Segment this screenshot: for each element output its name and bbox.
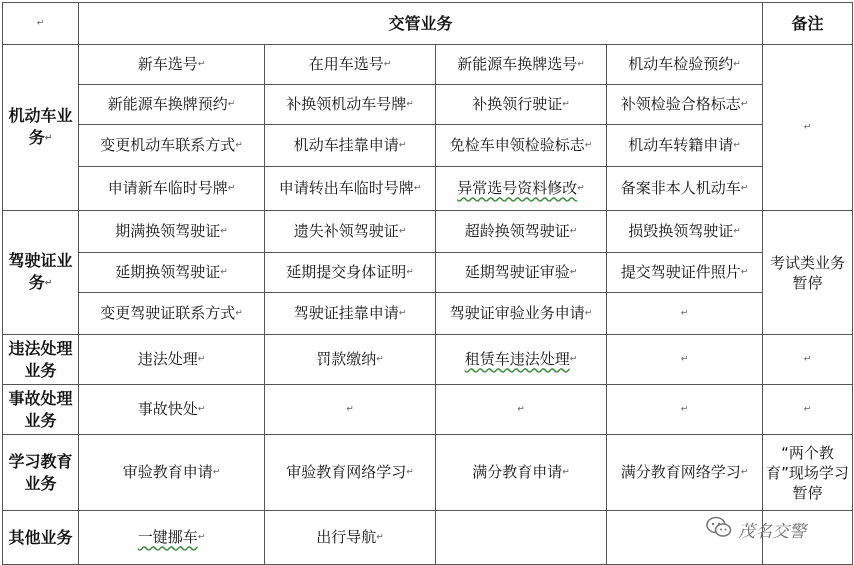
table-cell: ↵ (607, 293, 763, 335)
table-cell: 遗失补领驾驶证↵ (265, 211, 436, 253)
table-cell: 补领检验合格标志↵ (607, 85, 763, 125)
table-cell: 机动车挂靠申请↵ (265, 125, 436, 167)
table-cell: 在用车选号↵ (265, 45, 436, 85)
table-cell: 违法处理↵ (79, 335, 265, 385)
watermark (706, 516, 846, 542)
table-cell: 驾驶证审验业务申请↵ (436, 293, 607, 335)
table-row (3, 385, 853, 435)
remark-accident: ↵ (763, 385, 853, 435)
table-cell: 租赁车违法处理↵ (436, 335, 607, 385)
table-cell: 补换领行驶证↵ (436, 85, 607, 125)
table-cell: 期满换领驾驶证↵ (79, 211, 265, 253)
table-row (3, 125, 853, 167)
table-cell: ↵ (265, 385, 436, 435)
table-cell (436, 511, 607, 565)
table-cell: 补换领机动车号牌↵ (265, 85, 436, 125)
remark-license: 考试类业务暂停 (763, 211, 853, 335)
category-other: 其他业务 (3, 511, 79, 565)
table-row (3, 167, 853, 211)
table-row (3, 293, 853, 335)
category-motor: 机动车业务↵ (3, 45, 79, 211)
table-cell: 备案非本人机动车↵ (607, 167, 763, 211)
table-row (3, 435, 853, 511)
watermark-text: 茂名交警 (738, 521, 806, 542)
header-row (3, 3, 853, 45)
remark-violation: ↵ (763, 335, 853, 385)
category-violation: 违法处理业务 (3, 335, 79, 385)
table-cell: 审验教育网络学习↵ (265, 435, 436, 511)
table-cell: 新车选号↵ (79, 45, 265, 85)
table-cell: 免检车申领检验标志↵ (436, 125, 607, 167)
table-row (3, 253, 853, 293)
table-cell: 一键挪车↵ (79, 511, 265, 565)
wechat-icon (706, 516, 732, 542)
table-row (3, 45, 853, 85)
table-cell: 损毁换领驾驶证↵ (607, 211, 763, 253)
table-cell: 审验教育申请↵ (79, 435, 265, 511)
business-table (2, 2, 853, 565)
table-cell: 提交驾驶证件照片↵ (607, 253, 763, 293)
table-cell: 出行导航↵ (265, 511, 436, 565)
table-cell: 机动车检验预约↵ (607, 45, 763, 85)
header-corner: ↵ (3, 3, 79, 45)
table-cell: 新能源车换牌预约↵ (79, 85, 265, 125)
category-study: 学习教育业务 (3, 435, 79, 511)
table-cell: ↵ (436, 385, 607, 435)
table-cell: 延期驾驶证审验↵ (436, 253, 607, 293)
header-title: 交管业务 (79, 3, 763, 45)
table-cell: 超龄换领驾驶证↵ (436, 211, 607, 253)
table-cell: 申请新车临时号牌↵ (79, 167, 265, 211)
table-cell: ↵ (607, 335, 763, 385)
category-accident: 事故处理业务 (3, 385, 79, 435)
table-cell: ↵ (607, 385, 763, 435)
table-row (3, 211, 853, 253)
table-cell: 机动车转籍申请↵ (607, 125, 763, 167)
table-cell: 延期提交身体证明↵ (265, 253, 436, 293)
table-cell: 变更驾驶证联系方式↵ (79, 293, 265, 335)
remark-study: “两个教育”现场学习暂停 (763, 435, 853, 511)
table-row (3, 335, 853, 385)
table-cell: 异常选号资料修改↵ (436, 167, 607, 211)
table-cell: 延期换领驾驶证↵ (79, 253, 265, 293)
header-remark: 备注 (763, 3, 853, 45)
table-cell: 罚款缴纳↵ (265, 335, 436, 385)
table-cell: 变更机动车联系方式↵ (79, 125, 265, 167)
table-cell: 事故快处↵ (79, 385, 265, 435)
category-license: 驾驶证业务↵ (3, 211, 79, 335)
table-row (3, 85, 853, 125)
table-cell: 申请转出车临时号牌↵ (265, 167, 436, 211)
table-cell: 满分教育申请↵ (436, 435, 607, 511)
table-cell: 新能源车换牌选号↵ (436, 45, 607, 85)
table-cell: 驾驶证挂靠申请↵ (265, 293, 436, 335)
remark-motor: ↵ (763, 45, 853, 211)
table-cell: 满分教育网络学习↵ (607, 435, 763, 511)
